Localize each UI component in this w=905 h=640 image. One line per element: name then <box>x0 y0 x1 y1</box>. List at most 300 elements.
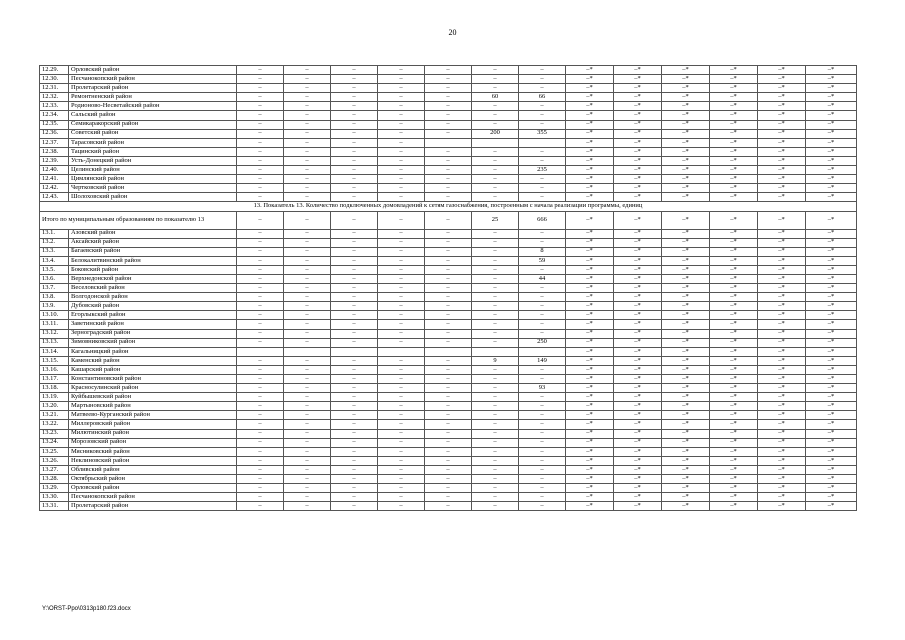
value-cell: –* <box>662 475 710 484</box>
row-number: 13.18. <box>40 384 69 393</box>
value-cell: –* <box>614 84 662 93</box>
value-cell: – <box>237 147 284 156</box>
value-cell: –* <box>710 393 758 402</box>
value-cell: – <box>284 156 331 165</box>
value-cell: – <box>378 102 425 111</box>
value-cell: – <box>237 120 284 129</box>
value-cell: –* <box>710 120 758 129</box>
value-cell: –* <box>614 329 662 338</box>
district-name: Багаевский район <box>69 247 237 256</box>
value-cell: – <box>284 329 331 338</box>
value-cell <box>331 347 378 356</box>
value-cell: – <box>378 293 425 302</box>
value-cell: – <box>378 256 425 265</box>
value-cell: – <box>331 493 378 502</box>
value-cell: – <box>519 302 566 311</box>
value-cell: – <box>331 93 378 102</box>
value-cell: –* <box>662 365 710 374</box>
value-cell: – <box>519 175 566 184</box>
value-cell: –* <box>806 356 857 365</box>
value-cell: –* <box>614 138 662 147</box>
table-row <box>40 438 857 447</box>
value-cell: – <box>425 156 472 165</box>
value-cell: – <box>378 247 425 256</box>
value-cell: –* <box>566 375 614 384</box>
value-cell: – <box>378 420 425 429</box>
value-cell: – <box>284 502 331 511</box>
value-cell: –* <box>710 247 758 256</box>
value-cell: –* <box>710 438 758 447</box>
value-cell: – <box>425 93 472 102</box>
value-cell: – <box>378 429 425 438</box>
value-cell: –* <box>758 147 806 156</box>
value-cell: –* <box>662 84 710 93</box>
value-cell: – <box>237 320 284 329</box>
value-cell: – <box>237 475 284 484</box>
value-cell: –* <box>806 229 857 238</box>
value-cell: – <box>237 438 284 447</box>
value-cell: –* <box>614 393 662 402</box>
value-cell: –* <box>710 93 758 102</box>
value-cell: –* <box>614 193 662 202</box>
value-cell: – <box>284 129 331 138</box>
value-cell: –* <box>614 66 662 75</box>
value-cell: –* <box>614 284 662 293</box>
district-name: Егорлыкский район <box>69 311 237 320</box>
value-cell: – <box>237 375 284 384</box>
value-cell: –* <box>806 93 857 102</box>
value-cell: – <box>284 429 331 438</box>
value-cell: –* <box>662 320 710 329</box>
row-number: 13.4. <box>40 256 69 265</box>
value-cell: 9 <box>472 356 519 365</box>
value-cell: – <box>331 84 378 93</box>
value-cell: –* <box>710 238 758 247</box>
value-cell: – <box>425 75 472 84</box>
value-cell: – <box>237 66 284 75</box>
value-cell: – <box>331 311 378 320</box>
value-cell: –* <box>806 129 857 138</box>
table-row <box>40 184 857 193</box>
value-cell: –* <box>662 456 710 465</box>
table-row <box>40 93 857 102</box>
value-cell: –* <box>614 429 662 438</box>
table-row <box>40 247 857 256</box>
value-cell: – <box>378 84 425 93</box>
value-cell: –* <box>806 347 857 356</box>
value-cell: – <box>237 365 284 374</box>
value-cell: – <box>519 193 566 202</box>
value-cell: – <box>519 493 566 502</box>
value-cell: – <box>331 438 378 447</box>
value-cell <box>519 347 566 356</box>
value-cell: – <box>425 411 472 420</box>
row-number: 12.39. <box>40 156 69 165</box>
row-number: 13.22. <box>40 420 69 429</box>
value-cell: –* <box>614 75 662 84</box>
value-cell: –* <box>806 311 857 320</box>
value-cell: –* <box>566 138 614 147</box>
row-number: 12.38. <box>40 147 69 156</box>
value-cell: –* <box>806 384 857 393</box>
value-cell: – <box>519 329 566 338</box>
value-cell: –* <box>662 356 710 365</box>
value-cell: –* <box>806 493 857 502</box>
value-cell: –* <box>566 402 614 411</box>
value-cell: – <box>425 129 472 138</box>
value-cell: – <box>472 438 519 447</box>
table-row <box>40 338 857 347</box>
value-cell: – <box>284 465 331 474</box>
value-cell: 355 <box>519 129 566 138</box>
row-number: 13.11. <box>40 320 69 329</box>
value-cell: – <box>425 502 472 511</box>
value-cell: – <box>331 338 378 347</box>
district-name: Усть-Донецкий район <box>69 156 237 165</box>
value-cell: – <box>519 84 566 93</box>
row-number: 13.7. <box>40 284 69 293</box>
value-cell: –* <box>614 166 662 175</box>
row-number: 12.37. <box>40 138 69 147</box>
value-cell: – <box>331 465 378 474</box>
value-cell: – <box>331 274 378 283</box>
row-number: 12.29. <box>40 66 69 75</box>
row-number: 13.2. <box>40 238 69 247</box>
value-cell: –* <box>566 229 614 238</box>
value-cell: –* <box>566 338 614 347</box>
value-cell: – <box>284 365 331 374</box>
value-cell: – <box>331 147 378 156</box>
value-cell: –* <box>566 411 614 420</box>
value-cell: –* <box>806 256 857 265</box>
value-cell: –* <box>662 311 710 320</box>
value-cell: – <box>519 411 566 420</box>
value-cell: –* <box>662 338 710 347</box>
value-cell: –* <box>566 356 614 365</box>
table-row <box>40 356 857 365</box>
district-name: Шолоховский район <box>69 193 237 202</box>
value-cell: – <box>425 147 472 156</box>
table-row <box>40 465 857 474</box>
value-cell: –* <box>662 265 710 274</box>
value-cell: – <box>378 493 425 502</box>
value-cell: – <box>425 393 472 402</box>
value-cell: – <box>237 429 284 438</box>
value-cell: –* <box>614 502 662 511</box>
value-cell: –* <box>710 429 758 438</box>
value-cell: – <box>331 156 378 165</box>
value-cell: – <box>425 338 472 347</box>
value-cell: – <box>378 238 425 247</box>
value-cell: – <box>378 66 425 75</box>
value-cell: –* <box>758 465 806 474</box>
row-number: 12.31. <box>40 84 69 93</box>
table-row <box>40 429 857 438</box>
district-name: Пролетарский район <box>69 84 237 93</box>
total-value-cell: –* <box>710 211 758 229</box>
value-cell: –* <box>806 393 857 402</box>
value-cell: –* <box>710 256 758 265</box>
value-cell: 149 <box>519 356 566 365</box>
table-row <box>40 129 857 138</box>
value-cell: – <box>331 393 378 402</box>
value-cell: – <box>284 84 331 93</box>
table-row <box>40 475 857 484</box>
value-cell: –* <box>710 166 758 175</box>
value-cell: – <box>237 420 284 429</box>
district-name: Целинский район <box>69 166 237 175</box>
table-row <box>40 265 857 274</box>
value-cell: 8 <box>519 247 566 256</box>
row-number: 13.19. <box>40 393 69 402</box>
district-name: Чертковский район <box>69 184 237 193</box>
value-cell: – <box>284 402 331 411</box>
value-cell: – <box>331 320 378 329</box>
value-cell: –* <box>614 302 662 311</box>
value-cell: – <box>378 393 425 402</box>
value-cell: –* <box>710 347 758 356</box>
value-cell: –* <box>614 465 662 474</box>
table-row <box>40 384 857 393</box>
value-cell: –* <box>710 75 758 84</box>
total-value-cell: – <box>331 211 378 229</box>
value-cell: –* <box>806 329 857 338</box>
district-name: Константиновский район <box>69 375 237 384</box>
value-cell: –* <box>614 493 662 502</box>
value-cell: – <box>378 447 425 456</box>
value-cell: – <box>472 402 519 411</box>
total-value-cell: – <box>284 211 331 229</box>
value-cell: –* <box>806 247 857 256</box>
value-cell: – <box>331 193 378 202</box>
value-cell: –* <box>662 411 710 420</box>
value-cell: –* <box>710 302 758 311</box>
table-row <box>40 166 857 175</box>
value-cell: –* <box>758 66 806 75</box>
value-cell: – <box>519 438 566 447</box>
value-cell: – <box>331 256 378 265</box>
value-cell: –* <box>614 247 662 256</box>
row-number: 13.15. <box>40 356 69 365</box>
value-cell: –* <box>614 274 662 283</box>
value-cell: – <box>425 193 472 202</box>
table-row <box>40 229 857 238</box>
value-cell: –* <box>758 175 806 184</box>
value-cell <box>472 347 519 356</box>
value-cell: – <box>284 274 331 283</box>
value-cell: –* <box>662 293 710 302</box>
value-cell: –* <box>758 493 806 502</box>
value-cell: –* <box>758 265 806 274</box>
value-cell: –* <box>758 384 806 393</box>
value-cell: –* <box>566 93 614 102</box>
value-cell: –* <box>662 184 710 193</box>
value-cell: – <box>237 384 284 393</box>
value-cell: –* <box>758 166 806 175</box>
value-cell: – <box>472 411 519 420</box>
value-cell: –* <box>758 256 806 265</box>
value-cell: –* <box>662 420 710 429</box>
value-cell: – <box>237 302 284 311</box>
value-cell: – <box>519 375 566 384</box>
value-cell: –* <box>758 247 806 256</box>
value-cell: –* <box>758 156 806 165</box>
value-cell: – <box>331 129 378 138</box>
value-cell: – <box>519 502 566 511</box>
value-cell: –* <box>566 293 614 302</box>
value-cell: –* <box>710 229 758 238</box>
value-cell: – <box>331 484 378 493</box>
value-cell: – <box>284 256 331 265</box>
value-cell: – <box>425 475 472 484</box>
value-cell: – <box>284 311 331 320</box>
value-cell: –* <box>710 293 758 302</box>
value-cell: –* <box>662 447 710 456</box>
value-cell: –* <box>566 274 614 283</box>
value-cell: –* <box>710 84 758 93</box>
value-cell: – <box>378 484 425 493</box>
total-value-cell: –* <box>806 211 857 229</box>
value-cell: –* <box>614 447 662 456</box>
value-cell: –* <box>758 229 806 238</box>
district-name: Сальский район <box>69 111 237 120</box>
value-cell: – <box>472 338 519 347</box>
district-name: Дубовский район <box>69 302 237 311</box>
value-cell: – <box>425 66 472 75</box>
value-cell: –* <box>614 311 662 320</box>
value-cell: –* <box>806 438 857 447</box>
value-cell: –* <box>806 138 857 147</box>
value-cell: – <box>519 66 566 75</box>
value-cell: – <box>237 75 284 84</box>
section-title: 13. Показатель 13. Количество подключенных домовладений к сетям газоснабжения, построенным с начала реализации программы, единиц <box>40 202 857 211</box>
value-cell: – <box>425 456 472 465</box>
value-cell: –* <box>566 302 614 311</box>
value-cell: –* <box>710 311 758 320</box>
value-cell: – <box>284 102 331 111</box>
value-cell: – <box>284 75 331 84</box>
value-cell: – <box>472 265 519 274</box>
value-cell: – <box>331 502 378 511</box>
value-cell: – <box>331 375 378 384</box>
value-cell: –* <box>806 184 857 193</box>
value-cell: – <box>472 447 519 456</box>
value-cell: –* <box>710 147 758 156</box>
value-cell: – <box>284 375 331 384</box>
value-cell: – <box>472 293 519 302</box>
value-cell: – <box>331 293 378 302</box>
value-cell: – <box>284 229 331 238</box>
value-cell: – <box>284 393 331 402</box>
district-name: Матвеево-Курганский район <box>69 411 237 420</box>
value-cell: – <box>284 175 331 184</box>
table-row <box>40 111 857 120</box>
value-cell: –* <box>758 84 806 93</box>
value-cell: – <box>425 447 472 456</box>
value-cell: –* <box>806 265 857 274</box>
value-cell: –* <box>566 384 614 393</box>
value-cell: – <box>284 147 331 156</box>
district-name: Родионово-Несветайский район <box>69 102 237 111</box>
page-number: 20 <box>448 28 457 37</box>
value-cell: –* <box>806 447 857 456</box>
row-number: 13.13. <box>40 338 69 347</box>
district-name: Орловский район <box>69 484 237 493</box>
row-number: 13.31. <box>40 502 69 511</box>
value-cell: –* <box>710 375 758 384</box>
value-cell: – <box>331 365 378 374</box>
district-name: Верхнедонской район <box>69 274 237 283</box>
value-cell: – <box>237 93 284 102</box>
table-row <box>40 66 857 75</box>
value-cell: –* <box>710 465 758 474</box>
value-cell: – <box>378 284 425 293</box>
value-cell: –* <box>662 102 710 111</box>
value-cell: –* <box>662 256 710 265</box>
value-cell: –* <box>662 484 710 493</box>
row-number: 13.17. <box>40 375 69 384</box>
value-cell: 250 <box>519 338 566 347</box>
value-cell: – <box>472 147 519 156</box>
value-cell: – <box>472 475 519 484</box>
value-cell: –* <box>710 320 758 329</box>
value-cell: – <box>425 247 472 256</box>
value-cell: –* <box>614 102 662 111</box>
value-cell: –* <box>806 456 857 465</box>
value-cell: –* <box>758 238 806 247</box>
value-cell: – <box>331 402 378 411</box>
value-cell: – <box>425 429 472 438</box>
value-cell: –* <box>614 93 662 102</box>
value-cell: – <box>472 175 519 184</box>
value-cell: –* <box>566 311 614 320</box>
value-cell: – <box>237 238 284 247</box>
value-cell: –* <box>758 329 806 338</box>
value-cell: –* <box>710 475 758 484</box>
row-number: 12.40. <box>40 166 69 175</box>
row-number: 13.10. <box>40 311 69 320</box>
value-cell: –* <box>614 411 662 420</box>
value-cell: – <box>425 284 472 293</box>
value-cell: – <box>284 93 331 102</box>
district-name: Красносулинский район <box>69 384 237 393</box>
value-cell: 235 <box>519 166 566 175</box>
value-cell: – <box>237 229 284 238</box>
value-cell: – <box>378 356 425 365</box>
value-cell: – <box>237 311 284 320</box>
value-cell: – <box>378 384 425 393</box>
value-cell: – <box>237 447 284 456</box>
value-cell: – <box>472 365 519 374</box>
value-cell: –* <box>566 84 614 93</box>
value-cell: 200 <box>472 129 519 138</box>
table-row <box>40 147 857 156</box>
value-cell: –* <box>614 229 662 238</box>
value-cell: – <box>331 229 378 238</box>
value-cell: – <box>378 184 425 193</box>
value-cell: – <box>378 138 425 147</box>
value-cell: – <box>331 420 378 429</box>
value-cell: –* <box>614 320 662 329</box>
value-cell: –* <box>662 111 710 120</box>
value-cell: – <box>331 247 378 256</box>
value-cell: –* <box>758 475 806 484</box>
value-cell: –* <box>758 129 806 138</box>
row-number: 13.8. <box>40 293 69 302</box>
value-cell: – <box>519 238 566 247</box>
value-cell <box>378 347 425 356</box>
value-cell: –* <box>566 484 614 493</box>
